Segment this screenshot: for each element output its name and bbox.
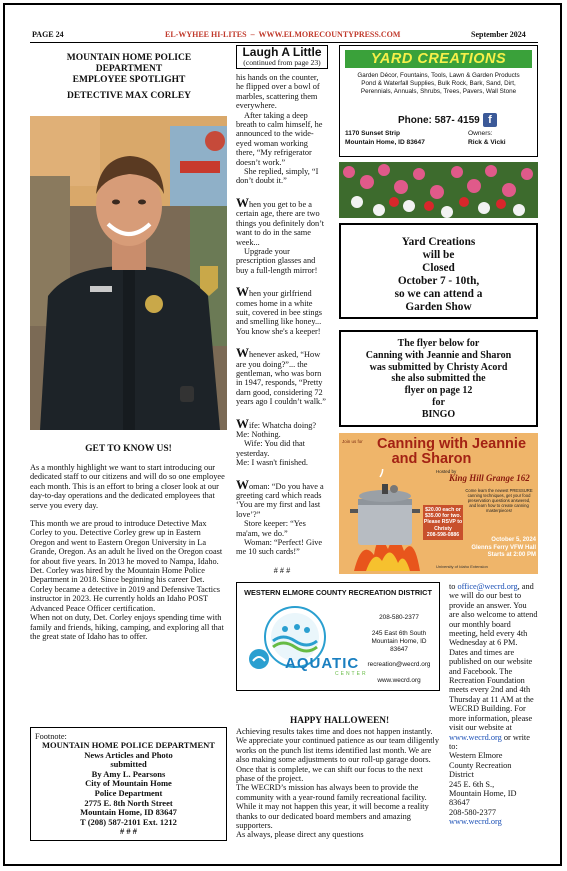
flyer-price-1: $20.00 each or xyxy=(425,507,461,513)
rec-cont-org-3: District xyxy=(449,770,474,780)
rec-cont-web[interactable]: www.wecrd.org xyxy=(449,732,502,742)
closed-line-1: Yard Creations xyxy=(401,236,476,248)
joke-2-a xyxy=(236,194,328,247)
closed-notice-box xyxy=(339,223,538,319)
spotlight-paragraph-2: This month we are proud to introduce Detective Max Corley to you. Detective Corley grew up in Eastern Oregon and went to Eastern Oregon University in La Grande, Oregon. As an adult he lived on the Oregon coast for about five years. In 2013 he moved to Nampa, Idaho. xyxy=(30,519,223,566)
flyer-pricing xyxy=(423,505,463,540)
joke-2-text: hen you get to be a certain age, there are two things you definitely don’t want to do in the same week... xyxy=(236,199,325,247)
closed-line-2: will be xyxy=(422,249,455,261)
flyer-title xyxy=(369,437,534,467)
footnote-line-4: By Amy L. Pearsons xyxy=(91,768,166,779)
footnote-line-7: 2775 E. 8th North Street xyxy=(84,797,173,808)
joke-5-text: ife: Whatcha doing? xyxy=(249,420,317,430)
flyer-extension: University of Idaho Extension xyxy=(436,564,488,569)
joke-6-a xyxy=(236,476,328,520)
flyer-notice-line-3: was submitted by Christy Acord xyxy=(369,361,508,373)
joke-4-dropcap: W xyxy=(236,345,249,361)
yard-tagline-2: Pond & Waterfall Supplies, Bulk Rock, Bark, Sand, Dirt, xyxy=(361,80,516,87)
joke-4-a xyxy=(236,345,328,407)
footnote-line-6: Police Department xyxy=(94,787,163,798)
footnote-line-3: submitted xyxy=(110,759,147,770)
facebook-icon[interactable]: f xyxy=(483,113,497,127)
joke-5-b: Me: Nothing. xyxy=(236,430,281,439)
joke-1-a: his hands on the counter, he flipped over a bowl of marbles, scattering them everywhere. xyxy=(236,73,320,111)
joke-3-dropcap: W xyxy=(236,284,249,300)
yard-owners-names: Rick & Vicki xyxy=(468,139,506,146)
footnote-line-9: T (208) 587-2101 Ext. 1212 xyxy=(80,816,177,827)
yard-tagline-3: Perennials, Annuals, Shrubs, Trees, Pavers, Wall Stone xyxy=(360,88,517,95)
halloween-paragraph-1: Achieving results takes time and does not happen instantly. We appreciate your continued patience as our team diligently works on the punch list items identified last month. We are also making some adjustments to our roll-up garage doors. Once that is complete, we can shift our focus to the next phase of the project. xyxy=(236,727,439,784)
yard-tagline-1: Garden Décor, Fountains, Tools, Lawn & Garden Products xyxy=(357,72,520,79)
spotlight-heading xyxy=(30,53,228,102)
flyer-rsvp-3: 208-598-0886 xyxy=(426,531,460,538)
joke-1-c: She replied, simply, “I don’t doubt it.” xyxy=(236,167,319,186)
spotlight-title-2: DEPARTMENT xyxy=(95,64,163,74)
flyer-notice-box xyxy=(339,330,538,427)
flyer-notice-line-6: for xyxy=(432,396,445,408)
spotlight-title-1: MOUNTAIN HOME POLICE xyxy=(66,53,192,63)
joke-2-b: Upgrade your prescription glasses and buy a full-length mirror! xyxy=(236,246,318,275)
flyer-date: October 5, 2024 xyxy=(491,537,536,543)
rec-cont-org-2: County Recreation xyxy=(449,760,512,770)
footnote-box xyxy=(30,727,227,841)
flyer-time: Starts at 2:00 PM xyxy=(487,552,536,558)
header-rule xyxy=(30,42,538,43)
footnote-credits xyxy=(35,741,222,837)
laugh-body xyxy=(236,73,328,575)
spotlight-name: DETECTIVE MAX CORLEY xyxy=(66,91,192,101)
footnote-label: Footnote: xyxy=(35,732,67,741)
halloween-paragraph-2: The WECRD’s mission has always been to provide the community with a year-round family recreational facility. While it may not happen this year, it will become a reality thanks to our dedicated board members and amazing supporters. xyxy=(236,783,429,831)
rec-cont-to: to xyxy=(449,582,458,591)
joke-3-a xyxy=(236,284,328,327)
issue-date: September 2024 xyxy=(471,30,526,39)
yard-phone: Phone: 587- 4159 xyxy=(398,115,480,126)
spotlight-title-3: EMPLOYEE SPOTLIGHT xyxy=(72,75,186,85)
yard-creations-ad xyxy=(339,45,538,157)
flyer-rsvp-2: Christy xyxy=(434,525,452,532)
flyer-title-2: and Sharon xyxy=(391,451,472,467)
rec-address-2: Mountain Home, ID 83647 xyxy=(371,638,427,653)
joke-5-a xyxy=(236,415,328,431)
laugh-title: Laugh A Little xyxy=(242,45,322,59)
rec-contact xyxy=(365,613,433,686)
rec-website[interactable]: www.wecrd.org xyxy=(377,677,421,684)
footnote-end-mark: # # # xyxy=(120,826,137,837)
laugh-title-box xyxy=(236,45,328,69)
rec-cont-addr-1: 245 E. 6th S., xyxy=(449,779,495,789)
page-number: PAGE 24 xyxy=(32,30,64,39)
closed-line-3: Closed xyxy=(422,262,455,274)
spotlight-paragraph-4: When not on duty, Det. Corley enjoys spending time with family and friends, hiking, camping, and exploring all that the great state of Idaho has to offer. xyxy=(30,613,224,641)
rec-phone: 208-580-2377 xyxy=(379,614,419,621)
closed-line-4: October 7 - 10th, xyxy=(397,275,480,287)
flyer-venue: Glenns Ferry VFW Hall xyxy=(471,544,536,551)
footnote-line-5: City of Mountain Home xyxy=(85,778,172,789)
laugh-end-mark: # # # xyxy=(273,565,291,575)
joke-2-dropcap: W xyxy=(236,194,249,210)
joke-5-c: Wife: You did that yesterday. xyxy=(236,439,305,458)
footnote-line-2: News Articles and Photo xyxy=(84,749,173,760)
joke-6-dropcap: W xyxy=(236,476,249,492)
halloween-body xyxy=(236,727,440,840)
rec-cont-body: , and we will do our best to provide an answer. You are also welcome to attend our monthly board meeting, held every 4th Wednesday at 6 PM. Dates and times are published on our website and Facebook. The Recreation Foundation meets every 2nd and 4th Thursday at 11 AM at the WECRD Building. For more information, please visit our website at xyxy=(449,582,538,733)
rec-continuation-text xyxy=(449,582,538,751)
joke-6-c: Woman: “Perfect! Give me 10 such cards!” xyxy=(236,538,323,557)
joke-6-b: Store keeper: “Yes ma'am, we do.” xyxy=(236,519,306,538)
yard-address-1: 1170 Sunset Strip xyxy=(345,130,400,137)
flyer-description: Come learn the newest PRESSURE canning techniques, get your food preservation questions answered, and learn how to create canning masterpieces! xyxy=(465,488,533,513)
flyer-notice-line-7: BINGO xyxy=(421,408,456,420)
flyer-event-info xyxy=(468,537,536,560)
masthead: EL-WYHEE HI-LITES – WWW.ELMORECOUNTYPRESS.COM xyxy=(165,30,401,39)
closed-line-5: so we can attend a xyxy=(394,288,483,300)
rec-ad-title: WESTERN ELMORE COUNTY RECREATION DISTRICT xyxy=(244,588,432,597)
joke-1-b: After taking a deep breath to calm himself, he announced to the wide-eyed woman working there, “My refrigerator doesn’t work.” xyxy=(236,110,323,167)
joke-5-d: Me: I wasn't finished. xyxy=(236,458,309,468)
joke-3-text: hen your girlfriend comes home in a white suit, covered in bee stings and smelling like honey... xyxy=(236,289,322,327)
laugh-subtitle: (continued from page 23) xyxy=(243,58,321,67)
flyer-notice-line-1: The flyer below for xyxy=(397,338,480,349)
rec-continuation xyxy=(449,582,538,827)
yard-owners-label: Owners: xyxy=(468,130,493,137)
canning-pot-illustration xyxy=(344,469,426,571)
yard-address-2: Mountain Home, ID 83647 xyxy=(345,139,425,146)
masthead-site[interactable]: WWW.ELMORECOUNTYPRESS.COM xyxy=(258,30,401,39)
joke-6-text: oman: “Do you have a greeting card which reads ‘You are my first and last love’?” xyxy=(236,481,324,519)
flowers-photo xyxy=(339,162,538,218)
joke-5-dropcap: W xyxy=(236,415,249,431)
halloween-paragraph-3: As always, please direct any questions xyxy=(236,830,364,840)
flyer-notice-line-5: flyer on page 12 xyxy=(404,385,473,397)
flyer-title-1: Canning with Jeannie xyxy=(376,436,527,452)
recreation-district-ad xyxy=(236,582,440,691)
aquatic-logo-text: AQUATIC xyxy=(285,655,360,672)
canning-flyer xyxy=(339,433,538,574)
flyer-price-2: $35.00 for two. xyxy=(424,513,462,520)
rec-address-1: 245 East 6th South xyxy=(371,630,427,637)
rec-cont-write: or write to: xyxy=(449,732,530,751)
yard-address xyxy=(345,129,425,147)
yard-owners xyxy=(468,129,506,147)
rec-cont-addr-2: Mountain Home, ID xyxy=(449,788,517,798)
get-to-know-heading: GET TO KNOW US! xyxy=(85,444,172,454)
rec-cont-phone: 208-580-2377 xyxy=(449,807,497,817)
closed-line-6: Garden Show xyxy=(405,301,472,313)
flyer-grange: King Hill Grange 162 xyxy=(449,473,530,483)
joke-4-text: henever asked, “How are you doing?”... the gentleman, who was born in 1947, responds, “Pretty darn good, considering 72 years ago I couldn’t walk.” xyxy=(236,350,326,407)
flyer-notice-line-2: Canning with Jeannie and Sharon xyxy=(365,349,512,361)
flyer-hosted-label: Hosted by xyxy=(436,469,457,474)
footnote-line-8: Mountain Home, ID 83647 xyxy=(80,807,177,818)
spotlight-body xyxy=(30,463,227,641)
yard-tagline xyxy=(345,72,532,96)
spotlight-paragraph-3: Det. Corley was hired by the Mountain Home Police Department in 2018. Since beginning his career Det. Corley became a detective in 2019 and Defensive Tactics instructor in 2023. He currently holds an Idaho POST Advanced Peace Officer certification. xyxy=(30,566,221,613)
yard-creations-logo: YARD CREATIONS xyxy=(345,50,532,68)
halloween-heading: HAPPY HALLOWEEN! xyxy=(290,716,390,726)
joke-3-b: You know she's a keeper! xyxy=(236,326,321,336)
rec-email[interactable]: recreation@wecrd.org xyxy=(367,661,431,668)
flyer-rsvp-1: Please RSVP to xyxy=(423,519,463,526)
spotlight-paragraph-1: As a monthly highlight we want to start introducing our dedicated staff to our citizens and will do so one employee each month. This is an effort to bring a closer look at our day-to-day operations and the dedicated employees that serve you every day. xyxy=(30,463,225,510)
footnote-line-1: MOUNTAIN HOME POLICE DEPARTMENT xyxy=(42,740,215,750)
masthead-title: EL-WYHEE HI-LITES xyxy=(165,30,247,39)
aquatic-logo-sub: CENTER xyxy=(335,671,368,677)
rec-cont-org-1: Western Elmore xyxy=(449,751,503,761)
rec-cont-web-2[interactable]: www.wecrd.org xyxy=(449,817,502,827)
rec-cont-addr-3: 83647 xyxy=(449,798,470,808)
flyer-notice-line-4: she also submitted the xyxy=(391,373,486,385)
officer-photo xyxy=(30,116,227,430)
rec-cont-email[interactable]: office@wecrd.org xyxy=(457,582,518,591)
flyer-corner-text: Join us for xyxy=(342,439,363,444)
